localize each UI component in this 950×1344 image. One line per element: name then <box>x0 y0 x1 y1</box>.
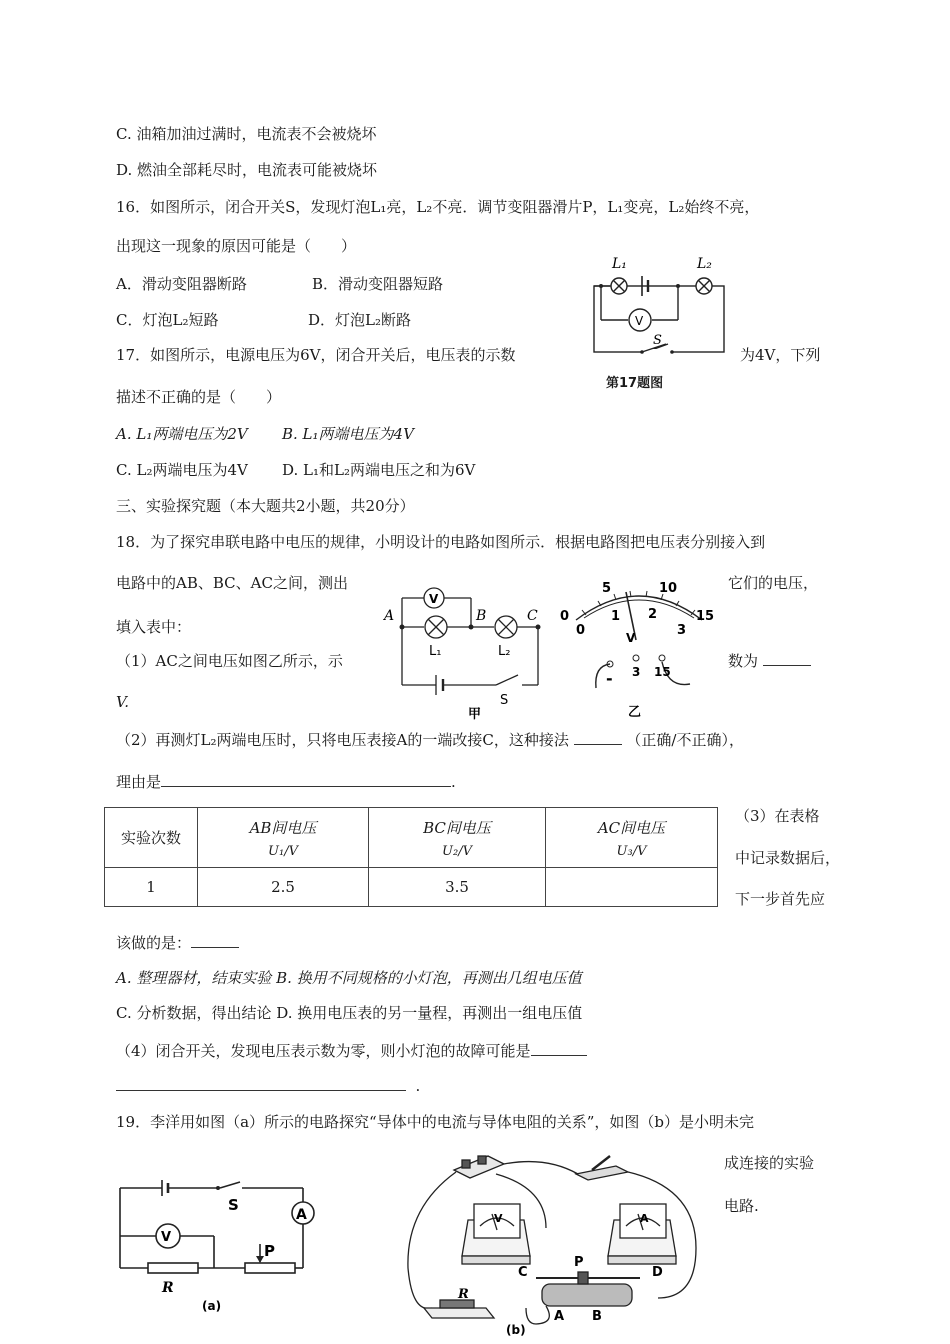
header-ab-unit: U₁/V <box>268 843 298 859</box>
table-header <box>546 808 718 868</box>
fig18-switch-label: S <box>500 693 509 708</box>
fig19b-terminal-a: A <box>554 1309 565 1324</box>
question-18: 18．为了探究串联电路中电压的规律，小明设计的电路如图所示．根据电路图把电压表分别接入到 <box>116 533 766 551</box>
fig19a-ammeter-label: A <box>296 1207 307 1223</box>
dial-scale-top: 15 <box>696 609 715 624</box>
question-19: 19．李洋用如图（a）所示的电路探究“导体中的电流与导体电阻的关系”，如图（b）是小明未完 <box>116 1113 754 1131</box>
fig19a-voltmeter-label: V <box>161 1230 172 1245</box>
fig19b-ammeter-label: A <box>640 1212 649 1225</box>
figure-18-voltmeter-dial <box>556 580 726 720</box>
question-18-cont: 电路中的AB、BC、AC之间，测出 <box>116 574 348 592</box>
question-17-end: 为4V，下列 <box>740 346 821 364</box>
q18-part1-label: 数为 <box>728 652 759 670</box>
question-18-fill: 填入表中： <box>116 618 192 636</box>
q18-part4 <box>116 1041 587 1061</box>
header-bc: BC间电压 <box>423 818 491 837</box>
data-table <box>104 807 718 907</box>
header-ac: AC间电压 <box>597 818 666 837</box>
fig18-caption-jia: 甲 <box>468 707 482 720</box>
figure-17-circuit <box>586 252 736 362</box>
q18-part3-c: 下一步首先应 <box>735 890 826 908</box>
figure-19b-apparatus <box>396 1148 716 1338</box>
answer-blank-4[interactable] <box>531 1055 587 1056</box>
fig18-label-l1: L₁ <box>429 644 442 659</box>
fig17-voltmeter-label: V <box>635 314 644 328</box>
figure-19a-circuit <box>110 1170 325 1315</box>
fig17-switch-label: S <box>653 333 662 348</box>
header-ac-unit: U₃/V <box>616 843 647 859</box>
fig18-label-b: B <box>476 608 487 624</box>
q16-option-b: B．滑动变阻器短路 <box>312 275 444 293</box>
fig19b-voltmeter-label: V <box>494 1212 503 1225</box>
q17-option-d: D. L₁和L₂两端电压之和为6V <box>282 461 476 479</box>
question-19-cont: 成连接的实验 <box>724 1154 815 1172</box>
fig19b-resistor-label: R <box>458 1287 469 1302</box>
q18-part3-options-cd: C. 分析数据，得出结论 D. 换用电压表的另一量程，再测出一组电压值 <box>116 1004 583 1022</box>
q17-option-b: B. L₁两端电压为4V <box>282 425 414 443</box>
q18-part3-options-ab: A. 整理器材，结束实验 B. 换用不同规格的小灯泡，再测出几组电压值 <box>116 969 582 987</box>
fig19b-terminal-d: D <box>652 1265 663 1280</box>
q18-reason-label: 理由是 <box>116 773 162 791</box>
dial-scale-bottom: 1 <box>611 609 621 624</box>
q18-reason <box>116 772 456 792</box>
fig19a-caption: (a) <box>202 1299 222 1313</box>
q18-part3-a: （3）在表格 <box>735 807 820 825</box>
option-c-15: C. 油箱加油过满时，电流表不会被烧坏 <box>116 125 377 143</box>
answer-blank-3[interactable] <box>191 947 239 948</box>
question-16-cont: 出现这一现象的原因可能是（ ） <box>116 237 357 255</box>
table-header: 实验次数 <box>105 808 198 868</box>
dial-terminal-minus: - <box>606 669 613 688</box>
header-ab: AB间电压 <box>249 818 317 837</box>
q18-part2-text: （2）再测灯L₂两端电压时，只将电压表接A的一端改接C，这种接法 <box>116 731 569 749</box>
q18-part3-d <box>116 933 239 953</box>
option-d-15: D. 燃油全部耗尽时，电流表可能被烧坏 <box>116 161 378 179</box>
figure-17-caption: 第17题图 <box>606 376 664 391</box>
q18-part1-end <box>728 651 811 671</box>
answer-blank-1[interactable] <box>763 665 811 666</box>
question-17-cont: 描述不正确的是（ ） <box>116 388 282 406</box>
table-row <box>105 868 718 907</box>
fig17-label-l1: L₁ <box>612 256 627 272</box>
q18-part1-unit: V. <box>116 693 129 711</box>
q17-option-c: C. L₂两端电压为4V <box>116 461 248 479</box>
table-cell: 1 <box>105 868 198 907</box>
fig19b-terminal-b: B <box>592 1309 602 1324</box>
q18-part1: （1）AC之间电压如图乙所示，示 <box>116 652 343 670</box>
q16-option-a: A．滑动变阻器断路 <box>116 275 247 293</box>
table-cell-empty[interactable] <box>546 868 718 907</box>
table-header <box>198 808 369 868</box>
answer-blank-4b[interactable] <box>116 1090 406 1091</box>
q18-reason-end: . <box>451 773 456 791</box>
fig19b-caption: (b) <box>506 1323 526 1337</box>
dial-unit-v: V <box>626 631 636 645</box>
q18-part4-line <box>116 1076 420 1096</box>
question-18-cont-end: 它们的电压， <box>728 574 819 592</box>
fig19a-switch-label: S <box>228 1196 239 1214</box>
answer-blank-reason[interactable] <box>161 786 451 787</box>
q18-part2-choice: （正确/不正确）， <box>626 731 744 749</box>
header-bc-unit: U₂/V <box>442 843 472 859</box>
fig18-label-l2: L₂ <box>498 644 511 659</box>
question-17: 17．如图所示，电源电压为6V，闭合开关后，电压表的示数 <box>116 346 516 364</box>
q18-part3-label: 该做的是： <box>116 934 192 952</box>
fig19a-slider-label: P <box>264 1242 275 1260</box>
table-header <box>369 808 546 868</box>
q18-part3-b: 中记录数据后， <box>735 849 841 867</box>
q18-part4-end: . <box>415 1077 421 1095</box>
fig18-voltmeter-label: V <box>429 592 439 606</box>
question-16: 16．如图所示，闭合开关S，发现灯泡L₁亮，L₂不亮．调节变阻器滑片P，L₁变亮，L₂始终不亮， <box>116 198 760 216</box>
fig18-label-c: C <box>527 608 538 624</box>
fig17-label-l2: L₂ <box>697 256 712 272</box>
dial-scale-top: 10 <box>659 581 678 596</box>
q16-option-d: D．灯泡L₂断路 <box>308 311 412 329</box>
dial-scale-bottom: 2 <box>648 607 658 622</box>
q18-part4-text: （4）闭合开关，发现电压表示数为零，则小灯泡的故障可能是 <box>116 1042 531 1060</box>
fig19a-resistor-label: R <box>162 1280 174 1296</box>
table-cell: 3.5 <box>369 868 546 907</box>
section-heading: 三、实验探究题（本大题共2小题，共20分） <box>116 497 415 515</box>
dial-scale-bottom: 3 <box>677 623 687 638</box>
table-cell: 2.5 <box>198 868 369 907</box>
fig19b-slider-p: P <box>574 1255 584 1270</box>
fig18-label-a: A <box>384 608 395 624</box>
question-19-end: 电路. <box>724 1197 759 1215</box>
dial-terminal-3: 3 <box>632 665 641 679</box>
table-header-row <box>105 808 718 868</box>
dial-terminal-15: 15 <box>654 665 671 679</box>
figure-18-circuit <box>378 580 548 720</box>
dial-scale-bottom: 0 <box>576 623 586 638</box>
q17-option-a: A. L₁两端电压为2V <box>116 425 248 443</box>
dial-scale-top: 5 <box>602 581 612 596</box>
fig19b-terminal-c: C <box>518 1265 528 1280</box>
q16-option-c: C．灯泡L₂短路 <box>116 311 219 329</box>
answer-blank-2[interactable] <box>574 744 622 745</box>
q18-part2 <box>116 730 744 750</box>
dial-scale-top: 0 <box>560 609 570 624</box>
fig18-caption-yi: 乙 <box>628 705 642 720</box>
